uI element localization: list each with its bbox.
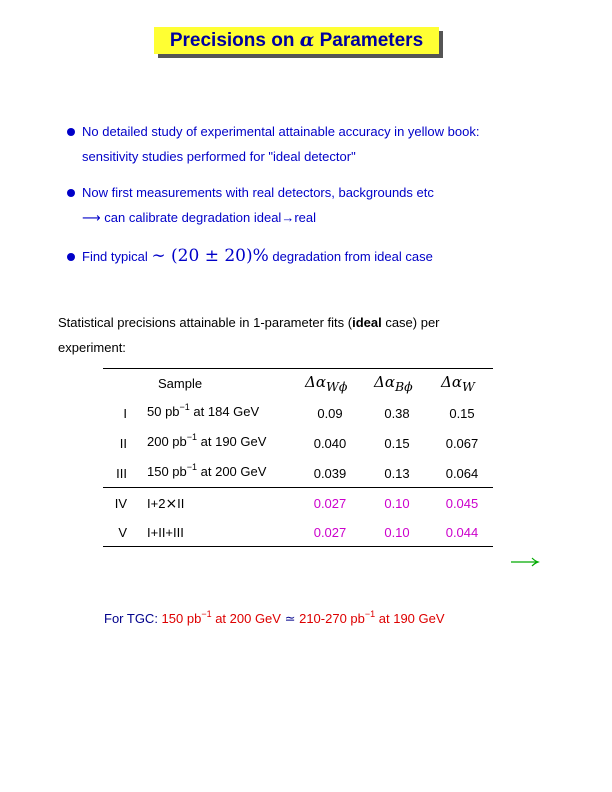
- table-top-rule: [103, 368, 493, 369]
- table-mid-rule: [103, 487, 493, 488]
- row-3-sample: [147, 461, 267, 479]
- row-3-value-2: 0.13: [384, 466, 410, 481]
- bullet-2-line-2: [82, 210, 316, 226]
- bullet-2-tail: real: [294, 210, 317, 225]
- footer-label: For TGC:: [104, 611, 162, 626]
- row-2-sample-pre: 200 pb: [147, 434, 187, 449]
- footer-part-2: at 200 GeV: [211, 611, 285, 626]
- row-5-value-3: 0.044: [445, 525, 479, 540]
- bullet-dot-icon: [67, 128, 75, 136]
- row-1-value-2: 0.38: [384, 406, 410, 421]
- row-2-value-3: 0.067: [445, 436, 479, 451]
- times-icon: ×: [165, 496, 178, 512]
- row-2-sample-sup: −1: [186, 431, 198, 442]
- footer-part-1: 150 pb: [161, 611, 202, 626]
- bullet-3-line: [82, 246, 433, 266]
- intro-line-2: experiment:: [58, 340, 126, 355]
- bullet-3-math: ∼ (20 ± 20)%: [151, 246, 269, 266]
- row-4-value-2: 0.10: [384, 496, 410, 511]
- row-5-id: V: [118, 525, 127, 540]
- row-1-value-1: 0.09: [317, 406, 343, 421]
- bullet-3-post: degradation from ideal case: [268, 249, 433, 264]
- row-3-value-1: 0.039: [313, 466, 347, 481]
- header-col-2-main: Δα: [374, 373, 395, 391]
- bullet-1-line-2: sensitivity studies performed for "ideal detector": [82, 149, 356, 164]
- row-5-sample: I+II+III: [147, 525, 184, 540]
- bullet-dot-icon: [67, 189, 75, 197]
- footer-sup-1: −1: [201, 608, 212, 619]
- row-1-sample-post: at 184 GeV: [189, 404, 260, 419]
- intro-pre: Statistical precisions attainable in 1-parameter fits (: [58, 315, 353, 330]
- next-slide-arrow-icon[interactable]: [510, 552, 540, 572]
- slide-title: [154, 27, 439, 54]
- row-2-value-2: 0.15: [384, 436, 410, 451]
- intro-bold: ideal: [352, 315, 382, 330]
- footer-part-4: at 190 GeV: [375, 611, 445, 626]
- row-4-id: IV: [114, 496, 127, 511]
- table-bottom-rule: [103, 546, 493, 547]
- row-4-sample: [147, 496, 184, 512]
- approx-icon: ≃: [284, 612, 296, 627]
- row-2-sample-post: at 190 GeV: [197, 434, 267, 449]
- row-5-value-2: 0.10: [384, 525, 410, 540]
- row-2-value-1: 0.040: [313, 436, 347, 451]
- header-col-2-sub: Bϕ: [394, 379, 413, 394]
- right-arrow-icon: →: [281, 210, 295, 225]
- bullet-3-pre: Find typical: [82, 249, 152, 264]
- row-4-sample-pre: I+2: [147, 496, 166, 511]
- row-1-sample: [147, 401, 260, 419]
- row-3-id: III: [116, 466, 127, 481]
- bullet-1-line-1: No detailed study of experimental attainable accuracy in yellow book:: [82, 124, 480, 139]
- row-2-id: II: [119, 436, 127, 451]
- row-4-value-1: 0.027: [313, 496, 347, 511]
- row-1-sample-pre: 50 pb: [147, 404, 180, 419]
- header-sample: Sample: [158, 376, 203, 391]
- header-col-1-main: Δα: [305, 373, 326, 391]
- intro-line-1: [58, 315, 440, 330]
- title-prefix: Precisions on: [169, 30, 300, 51]
- title-box: [154, 27, 439, 54]
- bullet-2-line-1: Now first measurements with real detectors, backgrounds etc: [82, 185, 434, 200]
- row-4-sample-post: II: [177, 496, 185, 511]
- header-col-3: [441, 373, 475, 394]
- row-3-sample-sup: −1: [186, 461, 198, 472]
- row-3-sample-post: at 200 GeV: [197, 464, 267, 479]
- row-2-sample: [147, 431, 267, 449]
- row-4-value-3: 0.045: [445, 496, 479, 511]
- row-1-sample-sup: −1: [179, 401, 190, 412]
- header-col-2: [374, 373, 413, 394]
- row-1-id: I: [123, 406, 127, 421]
- title-suffix: Parameters: [314, 30, 424, 51]
- bullet-dot-icon: [67, 253, 75, 261]
- row-3-value-3: 0.064: [445, 466, 479, 481]
- header-col-3-sub: W: [461, 379, 475, 394]
- row-1-value-3: 0.15: [449, 406, 475, 421]
- footer-part-3: 210-270 pb: [295, 611, 365, 626]
- title-symbol: α: [299, 29, 315, 51]
- footer-line: [104, 608, 445, 627]
- header-col-3-main: Δα: [441, 373, 462, 391]
- long-right-arrow-icon: ⟶: [82, 211, 101, 226]
- header-col-1-sub: Wϕ: [325, 379, 348, 394]
- intro-post: case) per: [381, 315, 440, 330]
- row-3-sample-pre: 150 pb: [147, 464, 187, 479]
- bullet-2-text: can calibrate degradation ideal: [100, 210, 282, 225]
- header-col-1: [305, 373, 347, 394]
- footer-sup-2: −1: [364, 608, 376, 619]
- row-5-value-1: 0.027: [313, 525, 347, 540]
